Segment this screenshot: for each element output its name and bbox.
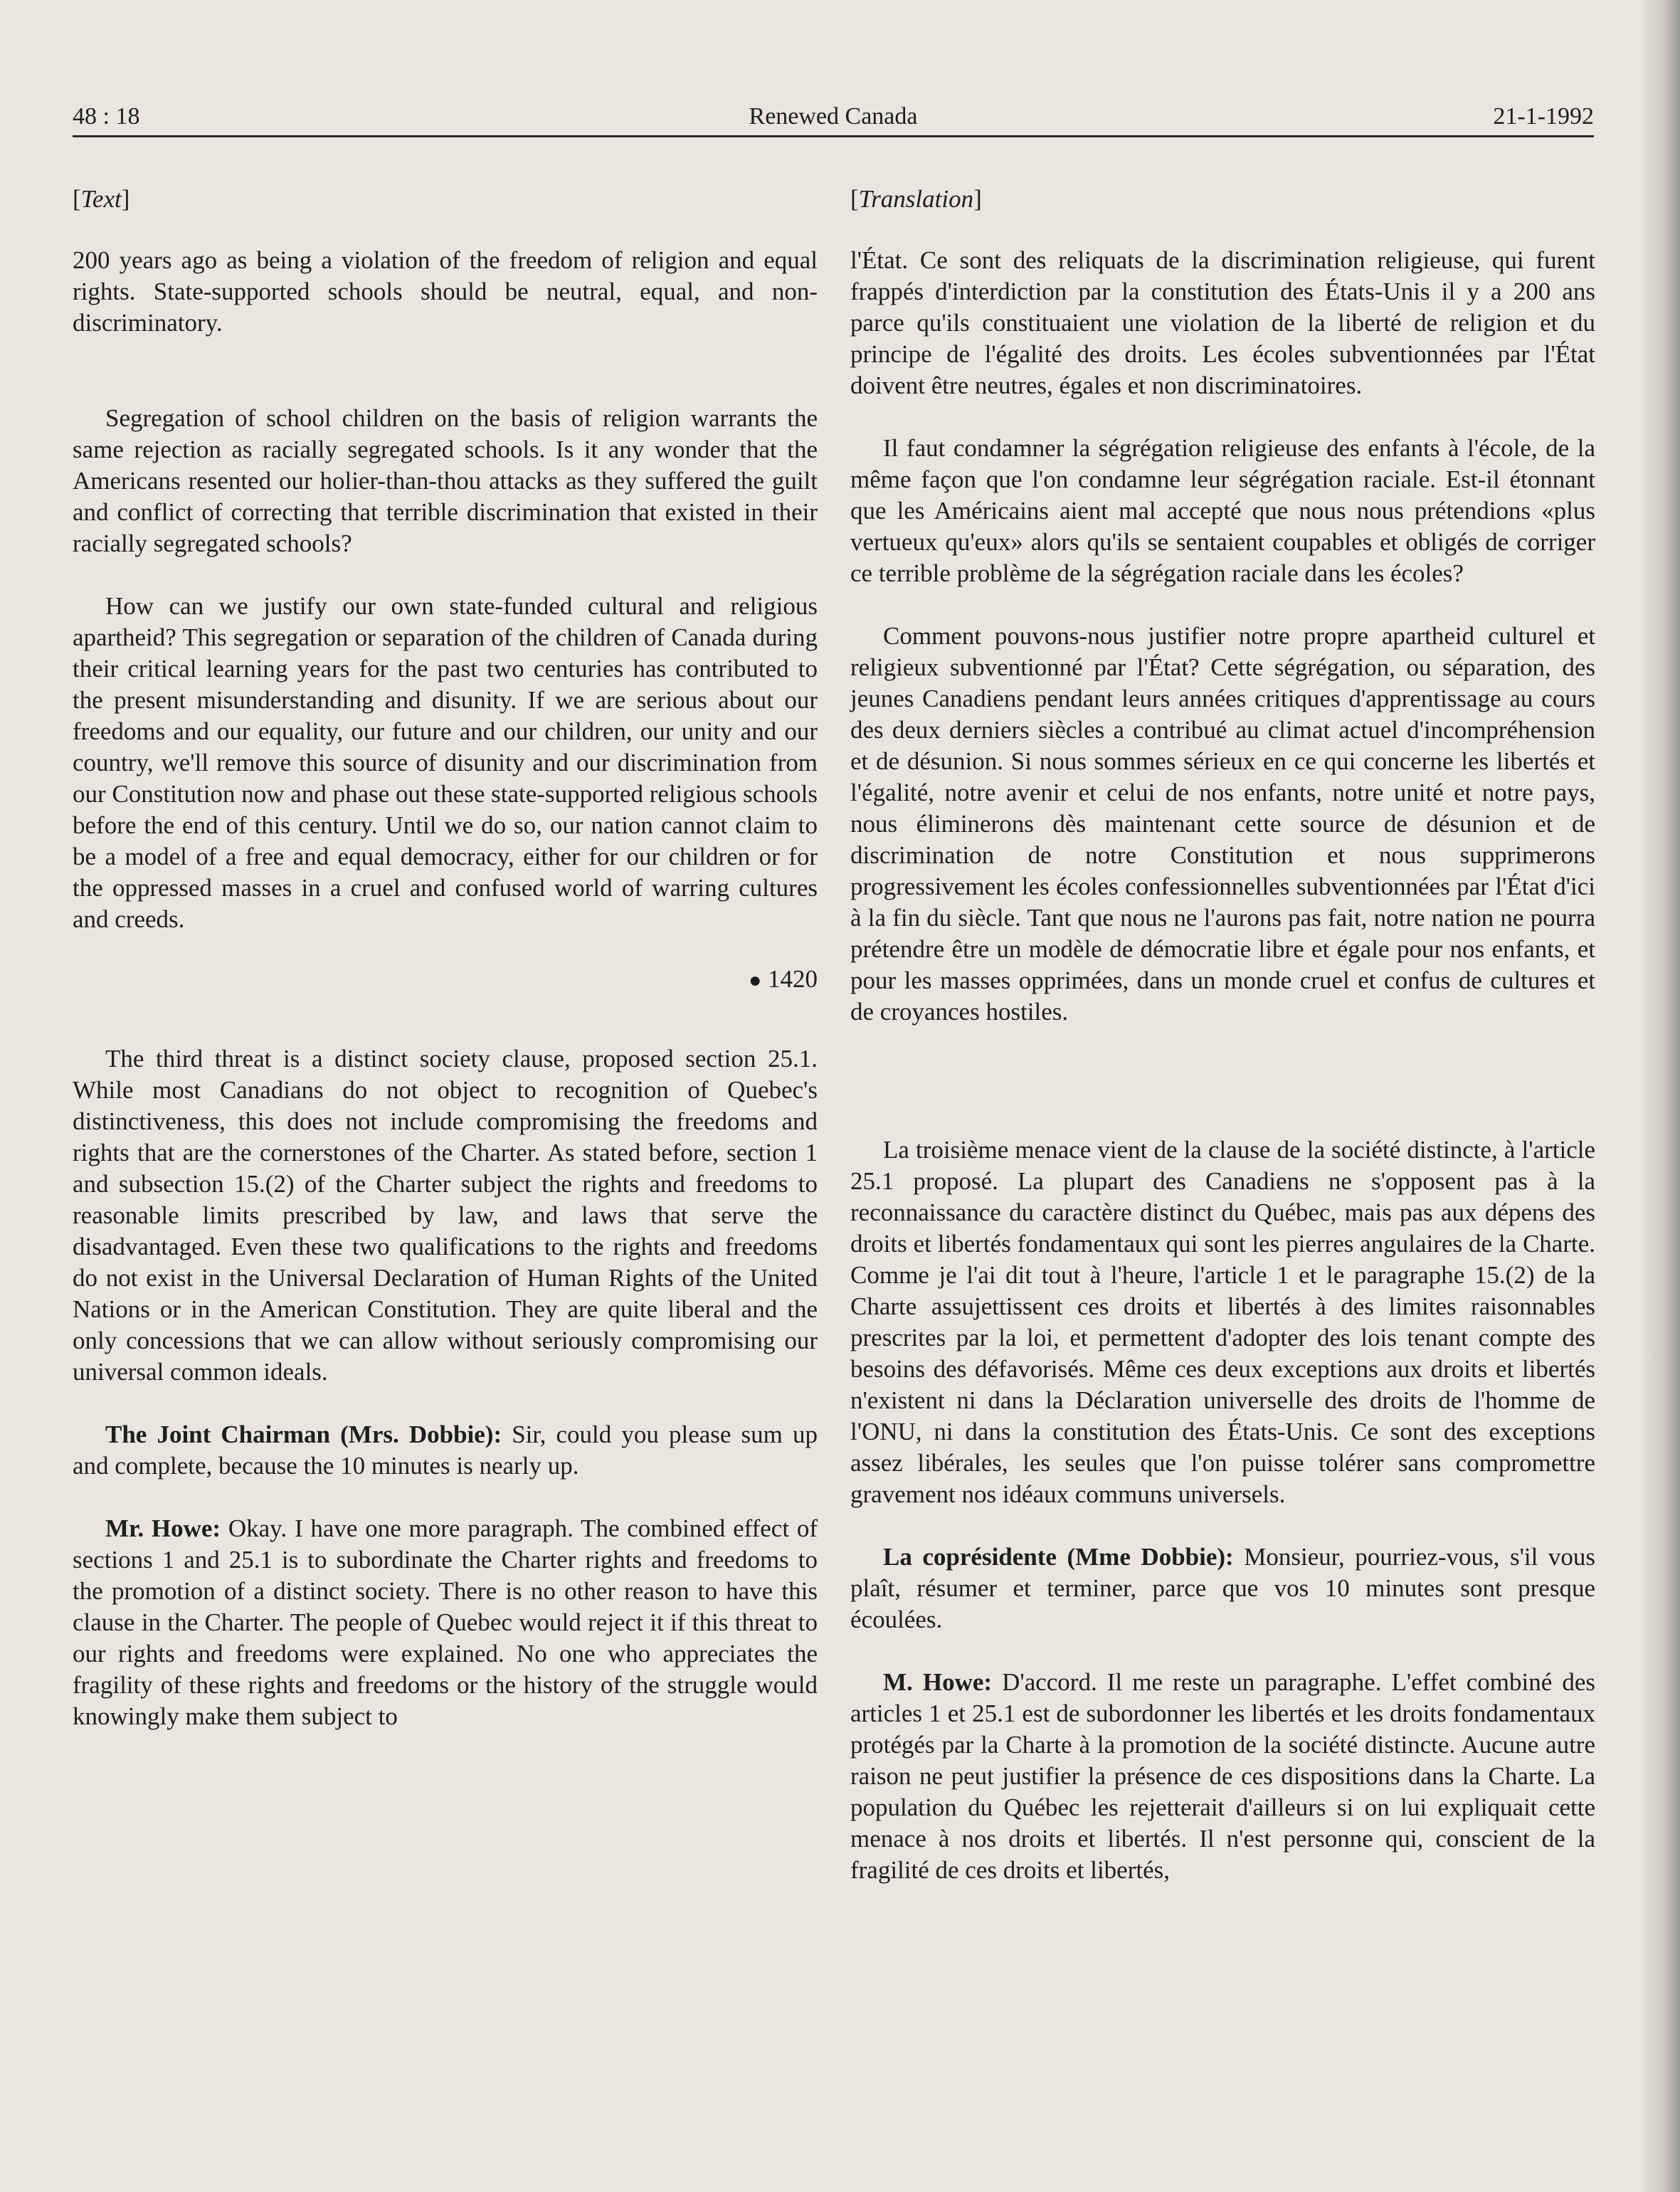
translation-marker-label: Translation — [858, 185, 974, 213]
speaker-name: M. Howe: — [883, 1668, 993, 1696]
speaker-name: The Joint Chairman (Mrs. Dobbie): — [105, 1421, 502, 1448]
page-number: 48 : 18 — [73, 103, 140, 130]
french-paragraph-4: La troisième menace vient de la clause de la société distincte, à l'article 25.1 proposé. La plupart des Canadiens ne s'opposent pas à la reconnaissance du caractère distinct du Québec, mais pas aux dépens des droits et libertés fondamentaux qui sont les pierres angulaires de la Charte. Comme je l'ai dit tout à l'heure, l'article 1 et le paragraphe 15.(2) de la Charte assujettissent ces droits et libertés à des limites raisonnables prescrites par la loi, et permettent d'adopter des lois tenant compte des besoins des défavorisés. Même ces deux exceptions aux droits et libertés n'existent ni dans la Déclaration universelle des droits de l'homme de l'ONU, ni dans la constitution des États-Unis. Ce sont des exceptions assez libérales, les seules que l'on puisse tolérer sans compromettre gravement nos idéaux communs universels. — [850, 1136, 1595, 1508]
speaker-name: Mr. Howe: — [105, 1514, 221, 1542]
french-paragraph-2: Il faut condamner la ségrégation religieuse des enfants à l'école, de la même façon que l'on condamne leur ségrégation raciale. Est-il étonnant que les Américains aient mal accepté que nous nous prétendions «plus vertueux qu'eux» alors qu'ils se sentaient coupables et obligés de corriger ce terrible problème de la ségrégation raciale dans les écoles? — [850, 434, 1595, 587]
french-paragraph-5 — [850, 1542, 1595, 1635]
speech-text: D'accord. Il me reste un paragraphe. L'effet combiné des articles 1 et 25.1 est de subordonner les libertés et les droits fondamentaux protégés par la Charte à la promotion de la société distincte. Aucune autre raison ne peut justifier la présence de ces dispositions dans la Charte. La population du Québec les rejetterait d'ailleurs si on lui expliquait cette menace à nos droits et libertés. Il n'est personne qui, conscient de la fragilité de ces droits et libertés, — [850, 1668, 1595, 1884]
french-paragraph-1: l'État. Ce sont des reliquats de la discrimination religieuse, qui furent frappés d'interdiction par la constitution des États-Unis il y a 200 ans parce qu'ils constituaient une violation de la liberté de religion et du principe de l'égalité des droits. Les écoles subventionnées par l'État doivent être neutres, égales et non discriminatoires. — [850, 246, 1595, 399]
english-paragraph-5 — [73, 1419, 818, 1482]
time-marker: ● 1420 — [749, 965, 818, 993]
time-marker-value: 1420 — [768, 965, 818, 993]
french-column — [850, 184, 1595, 1917]
page-edge-shadow — [1637, 0, 1680, 2192]
speech-text: Monsieur, pourriez-vous, s'il vous plaît, résumer et terminer, parce que vos 10 minutes sont presque écoulées. — [850, 1543, 1595, 1633]
english-paragraph-3: How can we justify our own state-funded cultural and religious apartheid? This segregation or separation of the children of Canada during their critical learning years for the past two centuries has contributed to the present misunderstanding and disunity. If we are serious about our freedoms and our equality, our future and our children, our unity and our country, we'll remove this source of disunity and our discrimination from our Constitution now and phase out these state-supported religious schools before the end of this century. Until we do so, our nation cannot claim to be a model of a free and equal democracy, either for our children or for the oppressed masses in a cruel and confused world of warring cultures and creeds. — [73, 592, 818, 933]
page-date: 21-1-1992 — [1493, 103, 1594, 130]
publication-title: Renewed Canada — [749, 103, 918, 130]
english-paragraph-1: 200 years ago as being a violation of the freedom of religion and equal rights. State-supported schools should be neutral, equal, and non-discriminatory. — [73, 246, 818, 337]
french-paragraph-6 — [850, 1667, 1595, 1886]
english-paragraph-4: The third threat is a distinct society clause, proposed section 25.1. While most Canadians do not object to recognition of Quebec's distinctiveness, this does not include compromising the freedoms and rights that are the cornerstones of the Charter. As stated before, section 1 and subsection 15.(2) of the Charter subject the rights and freedoms to reasonable limits prescribed by law, and laws that serve the disadvantaged. Even these two qualifications to the rights and freedoms do not exist in the Universal Declaration of Human Rights of the United Nations or in the American Constitution. They are quite liberal and the only concessions that we can allow without seriously compromising our universal common ideals. — [73, 1045, 818, 1386]
text-marker-label: Text — [80, 185, 122, 213]
english-column — [73, 184, 818, 1764]
speaker-name: La coprésidente (Mme Dobbie): — [883, 1543, 1234, 1571]
page-header — [73, 98, 1594, 137]
speech-text: Okay. I have one more paragraph. The combined effect of sections 1 and 25.1 is to subordinate the Charter rights and freedoms to the promotion of a distinct society. There is no other reason to have this clause in the Charter. The people of Quebec would reject it if this threat to our rights and freedoms were explained. No one who appreciates the fragility of these rights and freedoms or the history of the struggle would knowingly make them subject to — [73, 1514, 818, 1730]
translation-marker: [Translation] — [850, 185, 982, 213]
text-marker: [Text] — [73, 185, 130, 213]
english-paragraph-6 — [73, 1513, 818, 1732]
speech-text: Sir, could you please sum up and complete, because the 10 minutes is nearly up. — [73, 1421, 818, 1480]
french-paragraph-3: Comment pouvons-nous justifier notre propre apartheid culturel et religieux subventionné par l'État? Cette ségrégation, ou séparation, des jeunes Canadiens pendant leurs années critiques d'apprentissage au cours des deux derniers siècles a contribué au climat actuel d'incompréhension et de désunion. Si nous sommes sérieux en ce qui concerne les libertés et l'égalité, notre avenir et celui de nos enfants, notre unité et notre pays, nous éliminerons dès maintenant cette source de désunion et de discrimination de notre Constitution et nous supprimerons progressivement les écoles confessionnelles subventionnées par l'État d'ici à la fin du siècle. Tant que nous ne l'aurons pas fait, notre nation ne pourra prétendre être un modèle de démocratie libre et égale pour nos enfants, et pour les masses opprimées, dans un monde cruel et confus de cultures et de croyances hostiles. — [850, 622, 1595, 1026]
english-paragraph-2: Segregation of school children on the basis of religion warrants the same rejection as racially segregated schools. Is it any wonder that the Americans resented our holier-than-thou attacks as they suffered the guilt and conflict of correcting that terrible discrimination that existed in their racially segregated schools? — [73, 404, 818, 557]
